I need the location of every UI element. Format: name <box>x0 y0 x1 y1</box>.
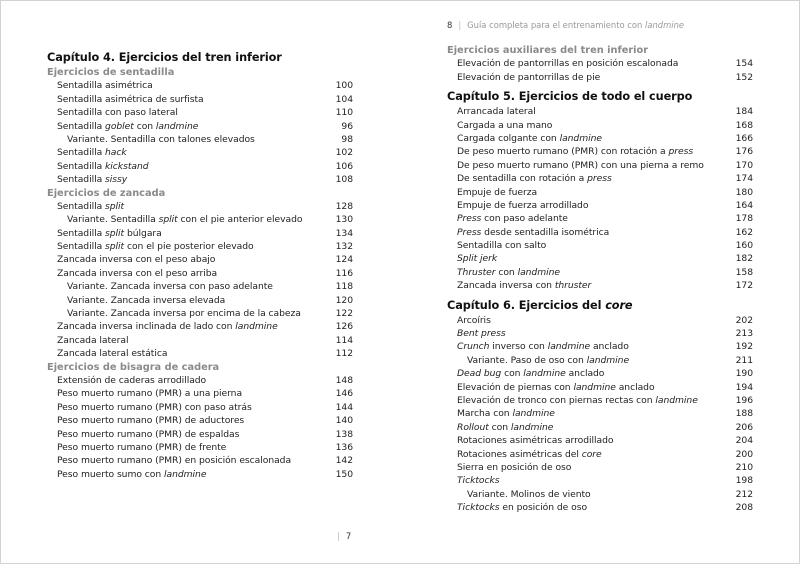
text-run: Elevación de pantorrillas de pie <box>457 71 601 83</box>
entry-page-number: 172 <box>735 280 753 292</box>
text-run: anclado <box>590 341 629 353</box>
toc-entry[interactable] <box>47 79 353 92</box>
text-run: anclado <box>565 368 605 380</box>
text-run: Sentadilla <box>57 241 106 253</box>
text-run: Zancada lateral estática <box>57 348 168 360</box>
entry-page-number: 148 <box>335 374 353 386</box>
folio-separator: | <box>337 531 340 541</box>
entry-label <box>447 488 591 501</box>
entry-label <box>47 374 206 387</box>
text-run: Sentadilla asimétrica <box>57 80 153 92</box>
chapter-title <box>447 297 753 314</box>
text-run: Peso muerto rumano (PMR) a una pierna <box>57 388 243 400</box>
entry-label <box>47 146 127 159</box>
entry-label <box>47 468 206 481</box>
entry-page-number: 164 <box>735 199 753 211</box>
text-run: Empuje de fuerza arrodillado <box>457 199 589 211</box>
italic-term: landmine <box>586 354 630 366</box>
entry-page-number: 154 <box>735 58 753 70</box>
header-page-number: 8 <box>447 20 453 30</box>
entry-label <box>447 57 678 70</box>
entry-page-number: 158 <box>735 266 753 278</box>
italic-term: Press <box>457 226 482 238</box>
italic-term: Split jerk <box>457 253 498 265</box>
text-run: Peso muerto rumano (PMR) de espaldas <box>57 428 240 440</box>
toc-entry[interactable] <box>47 200 353 213</box>
text-run: Cargada a una mano <box>457 119 553 131</box>
toc-entry[interactable] <box>447 279 753 292</box>
section-title: Ejercicios de bisagra de cadera <box>47 361 220 373</box>
toc-entry-variant[interactable] <box>47 294 353 307</box>
italic-term: landmine <box>235 321 278 333</box>
text-run: Empuje de fuerza <box>457 186 538 198</box>
entry-page-number: 168 <box>735 119 753 131</box>
toc-entry[interactable] <box>447 340 753 353</box>
toc-entry[interactable] <box>447 119 753 132</box>
entry-page-number: 192 <box>735 341 753 353</box>
toc-right <box>447 44 753 515</box>
entry-label <box>47 267 217 280</box>
toc-entry[interactable] <box>47 441 353 454</box>
toc-entry[interactable] <box>47 240 353 253</box>
toc-entry[interactable] <box>47 374 353 387</box>
entry-label <box>447 239 546 252</box>
italic-term: landmine <box>517 266 560 278</box>
toc-entry[interactable] <box>447 501 753 514</box>
toc-entry[interactable] <box>47 414 353 427</box>
text-run: Variante. Zancada inversa por encima de la cabeza <box>67 308 301 320</box>
toc-entry[interactable] <box>447 314 753 327</box>
toc-entry[interactable] <box>47 93 353 106</box>
italic-term: landmine <box>655 394 698 406</box>
text-run: Rotaciones asimétricas arrodillado <box>457 435 614 447</box>
text-run: Peso muerto rumano (PMR) en posición escalonada <box>57 455 292 467</box>
entry-page-number: 170 <box>735 159 753 171</box>
header-separator: | <box>458 20 462 30</box>
entry-label <box>447 71 600 84</box>
entry-page-number: 188 <box>735 408 753 420</box>
italic-term: sissy <box>105 174 128 186</box>
entry-label <box>447 394 698 407</box>
toc-entry[interactable] <box>447 252 753 265</box>
entry-page-number: 180 <box>735 186 753 198</box>
text-run: Zancada lateral <box>57 334 129 346</box>
italic-term: landmine <box>510 421 554 433</box>
toc-entry[interactable] <box>447 266 753 279</box>
page-folio <box>337 531 351 541</box>
entry-page-number: 136 <box>335 441 353 453</box>
italic-term: split <box>105 241 125 253</box>
entry-page-number: 144 <box>335 401 353 413</box>
entry-page-number: 142 <box>335 455 353 467</box>
entry-label <box>47 334 128 347</box>
entry-label <box>47 441 226 454</box>
entry-page-number: 96 <box>341 120 353 132</box>
toc-entry[interactable] <box>47 267 353 280</box>
toc-entry[interactable] <box>447 186 753 199</box>
entry-page-number: 204 <box>735 435 753 447</box>
toc-entry-variant[interactable] <box>447 354 753 367</box>
toc-entry[interactable] <box>447 327 753 340</box>
entry-label <box>47 387 242 400</box>
entry-label <box>47 120 198 133</box>
header-title-italic: landmine <box>645 20 685 30</box>
entry-page-number: 152 <box>735 71 753 83</box>
italic-term: core <box>605 298 633 312</box>
toc-entry[interactable] <box>447 145 753 158</box>
italic-term: Press <box>457 213 482 225</box>
entry-page-number: 106 <box>335 160 353 172</box>
text-run: Rotaciones asimétricas del <box>457 448 582 460</box>
entry-label <box>47 454 291 467</box>
text-run: Sentadilla <box>57 227 106 239</box>
italic-term: landmine <box>155 120 199 132</box>
toc-entry[interactable] <box>47 454 353 467</box>
entry-page-number: 124 <box>335 254 353 266</box>
chapter-title <box>447 88 753 105</box>
entry-page-number: 146 <box>335 388 353 400</box>
entry-page-number: 128 <box>335 200 353 212</box>
running-header <box>447 20 684 30</box>
entry-label <box>447 434 613 447</box>
text-run: Elevación de pantorrillas en posición escalonada <box>457 58 679 70</box>
text-run: Arrancada lateral <box>457 106 536 118</box>
entry-label <box>447 367 604 380</box>
toc-entry[interactable] <box>447 421 753 434</box>
section-title: Ejercicios de sentadilla <box>47 67 175 78</box>
text-run: anclado <box>615 381 655 393</box>
text-run: con <box>495 266 518 278</box>
entry-label <box>47 320 278 333</box>
italic-term: Ticktocks <box>457 502 500 514</box>
entry-page-number: 206 <box>735 421 753 433</box>
toc-entry[interactable] <box>447 199 753 212</box>
entry-page-number: 213 <box>735 328 753 340</box>
toc-entry[interactable] <box>47 320 353 333</box>
entry-label <box>447 474 499 487</box>
entry-label <box>447 252 497 265</box>
text-run: De peso muerto rumano (PMR) con una pierna a remo <box>457 159 704 171</box>
entry-label <box>47 414 244 427</box>
entry-page-number: 116 <box>335 267 353 279</box>
italic-term: landmine <box>164 468 207 480</box>
italic-term: Dead bug <box>457 368 502 380</box>
text-run: en posición de oso <box>499 502 588 514</box>
italic-term: split <box>105 200 125 212</box>
entry-label <box>447 132 602 145</box>
entry-page-number: 162 <box>735 226 753 238</box>
entry-label <box>47 93 204 106</box>
entry-page-number: 184 <box>735 106 753 118</box>
toc-entry[interactable] <box>47 347 353 360</box>
toc-entry[interactable] <box>47 387 353 400</box>
entry-label <box>47 307 301 320</box>
entry-label <box>47 280 273 293</box>
entry-page-number: 194 <box>735 381 753 393</box>
toc-entry[interactable] <box>47 428 353 441</box>
entry-label <box>447 159 704 172</box>
text-run: Sentadilla <box>57 120 106 132</box>
entry-label <box>447 501 587 514</box>
entry-label <box>447 199 588 212</box>
text-run: Variante. Zancada inversa con paso adelante <box>67 281 273 293</box>
entry-page-number: 104 <box>335 93 353 105</box>
entry-page-number: 120 <box>335 294 353 306</box>
text-run: Zancada inversa con el peso arriba <box>57 267 218 279</box>
italic-term: split <box>105 227 125 239</box>
text-run: Variante. Sentadilla <box>67 214 159 226</box>
toc-entry[interactable] <box>447 367 753 380</box>
italic-term: landmine <box>547 341 591 353</box>
entry-page-number: 98 <box>341 133 353 145</box>
text-run: Zancada inversa inclinada de lado con <box>57 321 236 333</box>
toc-entry[interactable] <box>47 227 353 240</box>
text-run: Sentadilla con salto <box>457 240 547 252</box>
entry-page-number: 134 <box>335 227 353 239</box>
entry-label <box>47 106 178 119</box>
toc-left <box>47 49 353 481</box>
entry-label <box>47 401 252 414</box>
italic-term: Crunch <box>457 341 490 353</box>
entry-label <box>447 186 537 199</box>
text-run: con <box>133 120 156 132</box>
toc-entry[interactable] <box>447 105 753 118</box>
text-run: Arcoíris <box>457 314 491 326</box>
italic-term: press <box>668 146 694 158</box>
text-run: Elevación de tronco con piernas rectas con <box>457 394 656 406</box>
italic-term: landmine <box>559 132 602 144</box>
text-run: desde sentadilla isométrica <box>481 226 610 238</box>
text-run: Extensión de caderas arrodillado <box>57 374 207 386</box>
entry-label <box>47 213 302 226</box>
entry-page-number: 211 <box>735 354 753 366</box>
entry-label <box>47 253 215 266</box>
italic-term: landmine <box>512 408 555 420</box>
text-run: Capítulo 6. Ejercicios del <box>447 298 606 312</box>
text-run: Peso muerto rumano (PMR) con paso atrás <box>57 401 252 413</box>
italic-term: Ticktocks <box>457 475 500 487</box>
folio-number: 7 <box>345 531 352 541</box>
text-run: Capítulo 4. Ejercicios del tren inferior <box>47 51 282 64</box>
entry-label <box>447 354 629 367</box>
toc-entry[interactable] <box>447 474 753 487</box>
italic-term: landmine <box>523 368 566 380</box>
entry-page-number: 200 <box>735 448 753 460</box>
entry-page-number: 150 <box>335 468 353 480</box>
toc-entry[interactable] <box>447 407 753 420</box>
italic-term: thruster <box>554 280 592 292</box>
entry-page-number: 178 <box>735 213 753 225</box>
entry-page-number: 118 <box>335 281 353 293</box>
toc-entry-variant[interactable] <box>47 213 353 226</box>
entry-label <box>447 327 506 340</box>
entry-page-number: 140 <box>335 415 353 427</box>
toc-entry[interactable] <box>47 120 353 133</box>
italic-term: goblet <box>105 120 134 132</box>
italic-term: Thruster <box>457 266 496 278</box>
entry-page-number: 132 <box>335 241 353 253</box>
toc-entry[interactable] <box>47 334 353 347</box>
entry-label <box>47 79 153 92</box>
entry-page-number: 130 <box>335 214 353 226</box>
toc-entry-variant[interactable] <box>47 133 353 146</box>
entry-label <box>447 145 693 158</box>
toc-entry[interactable] <box>447 448 753 461</box>
entry-page-number: 182 <box>735 253 753 265</box>
text-run: Sentadilla <box>57 174 106 186</box>
entry-label <box>47 294 225 307</box>
entry-page-number: 100 <box>335 80 353 92</box>
toc-entry[interactable] <box>447 434 753 447</box>
toc-entry[interactable] <box>447 461 753 474</box>
entry-page-number: 160 <box>735 240 753 252</box>
text-run: Variante. Sentadilla con talones elevados <box>67 133 255 145</box>
toc-entry[interactable] <box>47 160 353 173</box>
text-run: Peso muerto rumano (PMR) de frente <box>57 441 227 453</box>
entry-page-number: 110 <box>335 107 353 119</box>
entry-label <box>447 119 552 132</box>
text-run: Elevación de piernas con <box>457 381 574 393</box>
text-run: con <box>501 368 524 380</box>
entry-label <box>447 172 612 185</box>
toc-entry[interactable] <box>447 132 753 145</box>
toc-entry[interactable] <box>47 173 353 186</box>
toc-entry[interactable] <box>447 239 753 252</box>
entry-label <box>447 407 555 420</box>
entry-page-number: 198 <box>735 475 753 487</box>
text-run: Sentadilla <box>57 147 106 159</box>
entry-page-number: 190 <box>735 368 753 380</box>
toc-entry[interactable] <box>47 468 353 481</box>
text-run: inverso con <box>489 341 548 353</box>
text-run: con el pie anterior elevado <box>177 214 303 226</box>
section-title: Ejercicios de zancada <box>47 187 166 199</box>
entry-page-number: 196 <box>735 394 753 406</box>
entry-label <box>447 266 560 279</box>
text-run: Sentadilla con paso lateral <box>57 107 178 119</box>
right-page <box>400 0 800 564</box>
toc-entry[interactable] <box>447 212 753 225</box>
text-run: Variante. Molinos de viento <box>467 488 591 500</box>
text-run: con <box>488 421 511 433</box>
toc-entry[interactable] <box>447 159 753 172</box>
entry-label <box>47 227 162 240</box>
italic-term: Bent press <box>457 328 506 340</box>
text-run: Variante. Paso de oso con <box>467 354 587 366</box>
text-run: Variante. Zancada inversa elevada <box>67 294 226 306</box>
entry-label <box>47 347 167 360</box>
italic-term: hack <box>105 147 127 159</box>
text-run: con el pie posterior elevado <box>124 241 254 253</box>
toc-entry[interactable] <box>47 106 353 119</box>
entry-page-number: 174 <box>735 173 753 185</box>
entry-page-number: 166 <box>735 132 753 144</box>
entry-label <box>47 428 239 441</box>
italic-term: landmine <box>573 381 616 393</box>
toc-entry[interactable] <box>447 57 753 70</box>
entry-label <box>447 381 655 394</box>
header-title: Guía completa para el entrenamiento con <box>467 20 645 30</box>
text-run: Cargada colgante con <box>457 132 560 144</box>
chapter-title <box>47 49 353 66</box>
italic-term: core <box>581 448 602 460</box>
toc-entry-variant[interactable] <box>47 280 353 293</box>
text-run: Capítulo 5. Ejercicios de todo el cuerpo <box>447 90 693 104</box>
entry-page-number: 114 <box>335 334 353 346</box>
entry-label <box>47 240 254 253</box>
entry-page-number: 112 <box>335 348 353 360</box>
entry-label <box>447 105 536 118</box>
italic-term: kickstand <box>105 160 149 172</box>
toc-entry[interactable] <box>447 172 753 185</box>
italic-term: Rollout <box>457 421 489 433</box>
entry-page-number: 208 <box>735 502 753 514</box>
entry-page-number: 122 <box>335 308 353 320</box>
entry-label <box>447 421 553 434</box>
entry-page-number: 138 <box>335 428 353 440</box>
entry-label <box>447 461 571 474</box>
text-run: Sentadilla asimétrica de surfista <box>57 93 204 105</box>
text-run: Peso muerto rumano (PMR) de aductores <box>57 415 245 427</box>
entry-label <box>447 448 602 461</box>
text-run: Marcha con <box>457 408 513 420</box>
toc-entry[interactable] <box>47 253 353 266</box>
italic-term: split <box>158 214 178 226</box>
text-run: Zancada inversa con <box>457 280 555 292</box>
section-title: Ejercicios auxiliares del tren inferior <box>447 45 649 56</box>
text-run: Peso muerto sumo con <box>57 468 165 480</box>
toc-entry-variant[interactable] <box>47 307 353 320</box>
toc-entry-variant[interactable] <box>447 488 753 501</box>
entry-label <box>447 226 609 239</box>
entry-page-number: 210 <box>735 461 753 473</box>
entry-label <box>447 279 591 292</box>
entry-page-number: 126 <box>335 321 353 333</box>
toc-entry[interactable] <box>47 401 353 414</box>
text-run: Sentadilla <box>57 160 106 172</box>
text-run: Sierra en posición de oso <box>457 461 572 473</box>
toc-entry[interactable] <box>447 226 753 239</box>
entry-label <box>447 340 629 353</box>
entry-page-number: 176 <box>735 146 753 158</box>
entry-label <box>47 160 149 173</box>
entry-label <box>47 133 255 146</box>
text-run: De sentadilla con rotación a <box>457 173 588 185</box>
text-run: con paso adelante <box>481 213 568 225</box>
entry-page-number: 102 <box>335 147 353 159</box>
text-run: búlgara <box>124 227 162 239</box>
entry-label <box>447 314 491 327</box>
text-run: De peso muerto rumano (PMR) con rotación a <box>457 146 669 158</box>
entry-label <box>47 173 127 186</box>
toc-entry[interactable] <box>47 146 353 159</box>
entry-page-number: 202 <box>735 314 753 326</box>
toc-entry[interactable] <box>447 394 753 407</box>
entry-label <box>447 212 568 225</box>
text-run: Sentadilla <box>57 200 106 212</box>
entry-page-number: 212 <box>735 488 753 500</box>
text-run: Zancada inversa con el peso abajo <box>57 254 216 266</box>
entry-page-number: 108 <box>335 174 353 186</box>
toc-entry[interactable] <box>447 381 753 394</box>
entry-label <box>47 200 124 213</box>
toc-entry[interactable] <box>447 71 753 84</box>
italic-term: press <box>587 173 612 185</box>
